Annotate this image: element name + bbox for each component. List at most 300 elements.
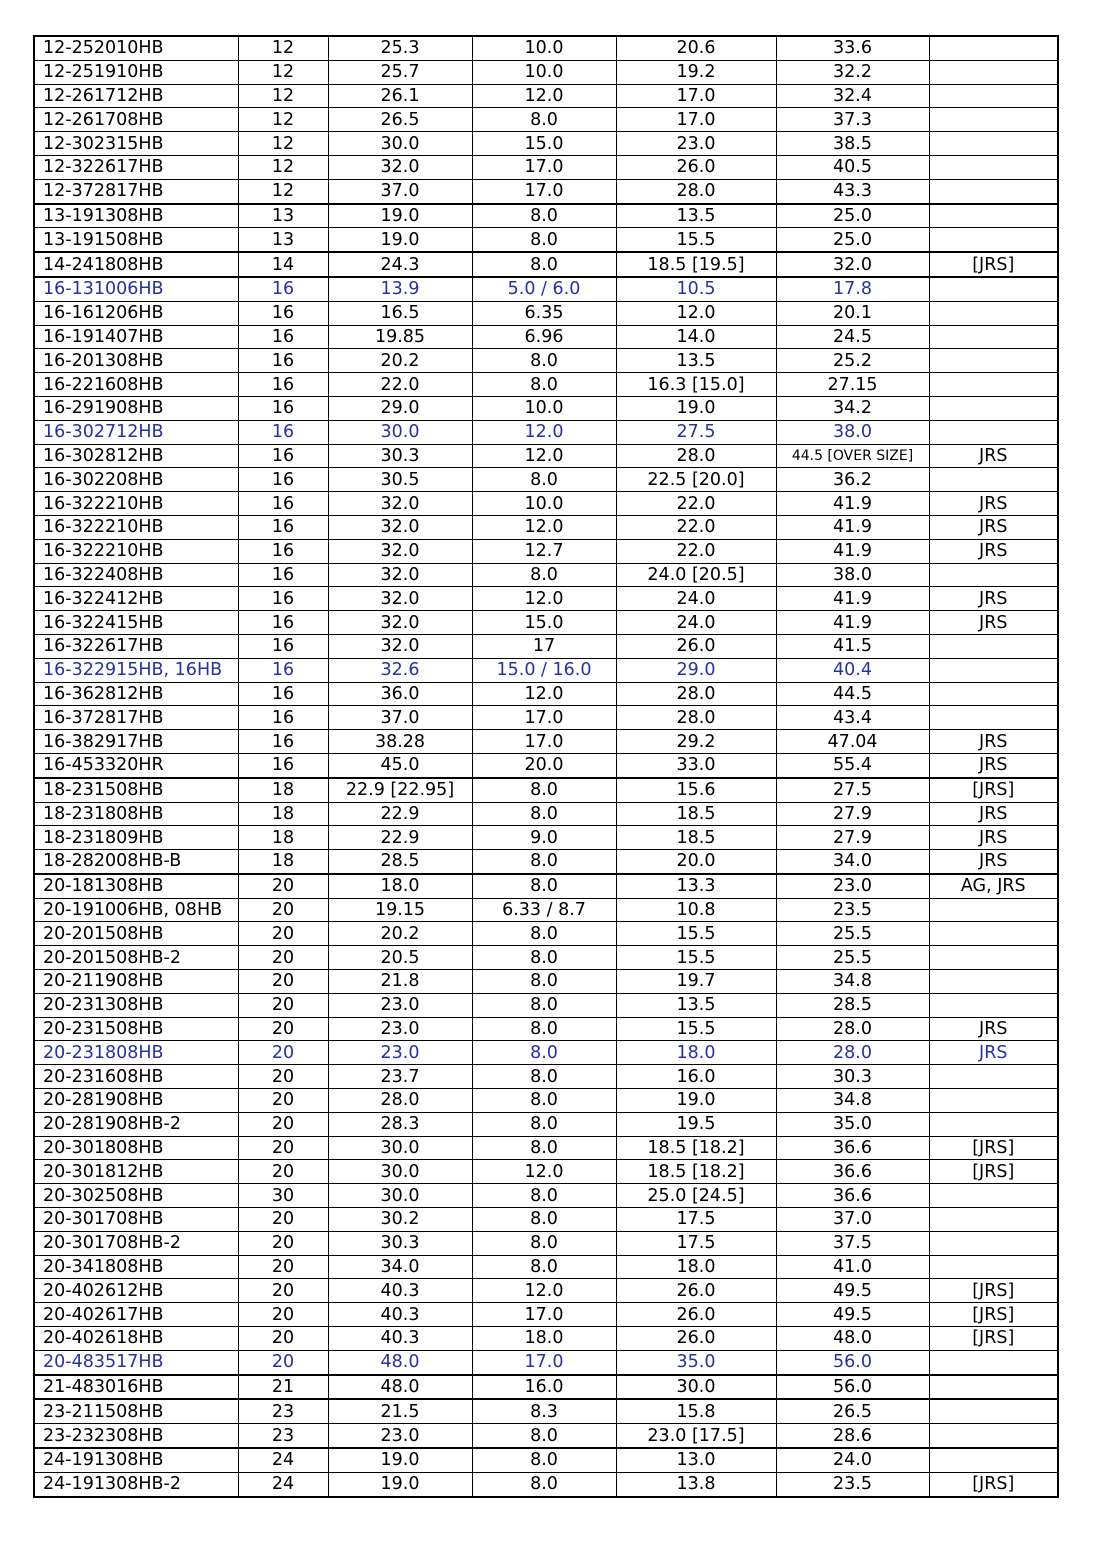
size-cell: 18: [238, 802, 328, 826]
dim-d-cell: 32.4: [776, 84, 929, 108]
note-cell: [929, 946, 1058, 970]
size-cell: 16: [238, 682, 328, 706]
note-cell: [929, 1255, 1058, 1279]
dim-b-cell: 20.0: [472, 753, 616, 777]
dim-b-cell: 12.0: [472, 1160, 616, 1184]
dim-c-cell: 15.5: [616, 922, 776, 946]
note-cell: [929, 1375, 1058, 1400]
dim-c-cell: 15.8: [616, 1399, 776, 1423]
dim-a-cell: 22.9: [328, 826, 472, 850]
dim-d-cell: 26.5: [776, 1399, 929, 1423]
table-row: [34, 1160, 1058, 1184]
dim-a-cell: 30.3: [328, 1231, 472, 1255]
part-number-cell: 13-191508HB: [34, 228, 238, 252]
table-row: [34, 682, 1058, 706]
part-number-cell: 12-261712HB: [34, 84, 238, 108]
note-cell: [JRS]: [929, 1136, 1058, 1160]
part-number-cell: 16-322412HB: [34, 587, 238, 611]
table-body: [34, 36, 1058, 1497]
dim-c-cell: 13.5: [616, 204, 776, 228]
note-cell: [929, 706, 1058, 730]
dim-d-cell: 44.5: [776, 682, 929, 706]
size-cell: 16: [238, 468, 328, 492]
dim-c-cell: 19.7: [616, 970, 776, 994]
dim-a-cell: 32.0: [328, 155, 472, 179]
part-number-cell: 24-191308HB: [34, 1448, 238, 1472]
size-cell: 20: [238, 1208, 328, 1232]
note-cell: [929, 325, 1058, 349]
dim-d-cell: 38.5: [776, 132, 929, 156]
dim-c-cell: 22.5 [20.0]: [616, 468, 776, 492]
size-cell: 16: [238, 658, 328, 682]
dim-c-cell: 15.6: [616, 778, 776, 802]
dim-b-cell: 8.0: [472, 204, 616, 228]
dim-b-cell: 12.0: [472, 84, 616, 108]
dim-d-cell: 41.9: [776, 539, 929, 563]
dim-c-cell: 26.0: [616, 634, 776, 658]
size-cell: 20: [238, 1112, 328, 1136]
dim-d-cell: 48.0: [776, 1327, 929, 1351]
note-cell: JRS: [929, 444, 1058, 468]
size-cell: 16: [238, 396, 328, 420]
note-cell: [JRS]: [929, 1472, 1058, 1496]
dim-b-cell: 8.0: [472, 1448, 616, 1472]
dim-a-cell: 40.3: [328, 1303, 472, 1327]
dim-d-cell: 34.0: [776, 850, 929, 874]
dim-c-cell: 23.0: [616, 132, 776, 156]
note-cell: [929, 1448, 1058, 1472]
dim-d-cell: 41.0: [776, 1255, 929, 1279]
size-cell: 16: [238, 730, 328, 754]
dim-b-cell: 8.0: [472, 1424, 616, 1448]
dim-d-cell: 34.8: [776, 970, 929, 994]
dim-a-cell: 22.9 [22.95]: [328, 778, 472, 802]
table-row: [34, 60, 1058, 84]
size-cell: 14: [238, 252, 328, 277]
part-number-cell: 20-302508HB: [34, 1184, 238, 1208]
dim-b-cell: 15.0 / 16.0: [472, 658, 616, 682]
part-number-cell: 20-181308HB: [34, 874, 238, 898]
dim-d-cell: 27.9: [776, 802, 929, 826]
dim-c-cell: 15.5: [616, 228, 776, 252]
size-cell: 16: [238, 706, 328, 730]
dim-d-cell: 36.2: [776, 468, 929, 492]
table-row: [34, 325, 1058, 349]
dim-b-cell: 8.3: [472, 1399, 616, 1423]
part-number-cell: 20-341808HB: [34, 1255, 238, 1279]
dim-a-cell: 32.0: [328, 539, 472, 563]
dim-c-cell: 18.5 [19.5]: [616, 252, 776, 277]
dim-d-cell: 24.0: [776, 1448, 929, 1472]
dim-a-cell: 20.2: [328, 922, 472, 946]
part-number-cell: 16-322210HB: [34, 515, 238, 539]
dim-c-cell: 26.0: [616, 1303, 776, 1327]
size-cell: 20: [238, 1017, 328, 1041]
part-number-cell: 16-322210HB: [34, 539, 238, 563]
dim-b-cell: 12.0: [472, 587, 616, 611]
note-cell: [929, 1065, 1058, 1089]
size-cell: 16: [238, 420, 328, 444]
dim-b-cell: 8.0: [472, 1184, 616, 1208]
dim-d-cell: 34.8: [776, 1089, 929, 1113]
dim-d-cell: 38.0: [776, 420, 929, 444]
note-cell: JRS: [929, 730, 1058, 754]
size-cell: 23: [238, 1399, 328, 1423]
table-row: [34, 301, 1058, 325]
part-number-cell: 12-322617HB: [34, 155, 238, 179]
part-number-cell: 12-372817HB: [34, 179, 238, 203]
dim-b-cell: 12.0: [472, 1279, 616, 1303]
dim-a-cell: 20.2: [328, 349, 472, 373]
table-row: [34, 373, 1058, 397]
note-cell: [JRS]: [929, 1160, 1058, 1184]
dim-d-cell: 37.0: [776, 1208, 929, 1232]
note-cell: [JRS]: [929, 778, 1058, 802]
dim-c-cell: 26.0: [616, 1279, 776, 1303]
table-row: [34, 730, 1058, 754]
dim-c-cell: 24.0: [616, 611, 776, 635]
note-cell: [929, 228, 1058, 252]
dim-c-cell: 19.0: [616, 1089, 776, 1113]
note-cell: AG, JRS: [929, 874, 1058, 898]
dim-c-cell: 19.2: [616, 60, 776, 84]
dim-b-cell: 8.0: [472, 1041, 616, 1065]
dim-d-cell: 25.0: [776, 228, 929, 252]
note-cell: [929, 108, 1058, 132]
size-cell: 16: [238, 753, 328, 777]
table-row: [34, 587, 1058, 611]
dim-a-cell: 18.0: [328, 874, 472, 898]
note-cell: JRS: [929, 611, 1058, 635]
dim-b-cell: 8.0: [472, 373, 616, 397]
dim-c-cell: 14.0: [616, 325, 776, 349]
size-cell: 21: [238, 1375, 328, 1400]
size-cell: 20: [238, 1303, 328, 1327]
note-cell: [929, 1184, 1058, 1208]
table-row: [34, 1041, 1058, 1065]
part-number-cell: 18-231808HB: [34, 802, 238, 826]
dim-c-cell: 18.5: [616, 826, 776, 850]
note-cell: [929, 420, 1058, 444]
dim-d-cell: 56.0: [776, 1350, 929, 1374]
note-cell: [929, 634, 1058, 658]
dim-d-cell: 25.5: [776, 946, 929, 970]
table-row: [34, 1399, 1058, 1423]
dim-d-cell: 33.6: [776, 36, 929, 60]
dim-c-cell: 24.0: [616, 587, 776, 611]
dim-a-cell: 30.0: [328, 132, 472, 156]
note-cell: [JRS]: [929, 1279, 1058, 1303]
dim-b-cell: 8.0: [472, 1065, 616, 1089]
size-cell: 20: [238, 1089, 328, 1113]
dim-b-cell: 8.0: [472, 922, 616, 946]
dim-d-cell: 23.0: [776, 874, 929, 898]
size-cell: 16: [238, 587, 328, 611]
table-row: [34, 922, 1058, 946]
dim-a-cell: 23.0: [328, 1041, 472, 1065]
note-cell: [929, 204, 1058, 228]
dim-d-cell: 40.4: [776, 658, 929, 682]
part-number-cell: 14-241808HB: [34, 252, 238, 277]
dim-b-cell: 16.0: [472, 1375, 616, 1400]
note-cell: JRS: [929, 1041, 1058, 1065]
dim-d-cell: 37.5: [776, 1231, 929, 1255]
dim-c-cell: 12.0: [616, 301, 776, 325]
part-number-cell: 16-302208HB: [34, 468, 238, 492]
dim-a-cell: 19.15: [328, 898, 472, 922]
note-cell: [JRS]: [929, 1303, 1058, 1327]
size-cell: 12: [238, 36, 328, 60]
dim-d-cell: 34.2: [776, 396, 929, 420]
dim-c-cell: 17.5: [616, 1231, 776, 1255]
part-number-cell: 20-402617HB: [34, 1303, 238, 1327]
table-row: [34, 539, 1058, 563]
dim-d-cell: 25.5: [776, 922, 929, 946]
size-cell: 20: [238, 1327, 328, 1351]
dim-b-cell: 12.0: [472, 515, 616, 539]
size-cell: 20: [238, 1231, 328, 1255]
dim-d-cell: 27.9: [776, 826, 929, 850]
size-cell: 12: [238, 132, 328, 156]
table-row: [34, 1448, 1058, 1472]
dim-b-cell: 6.35: [472, 301, 616, 325]
dim-d-cell: 37.3: [776, 108, 929, 132]
size-cell: 20: [238, 874, 328, 898]
dim-a-cell: 13.9: [328, 277, 472, 301]
part-number-cell: 12-251910HB: [34, 60, 238, 84]
dim-c-cell: 13.5: [616, 993, 776, 1017]
note-cell: [JRS]: [929, 252, 1058, 277]
size-cell: 20: [238, 898, 328, 922]
dim-a-cell: 21.8: [328, 970, 472, 994]
size-cell: 16: [238, 563, 328, 587]
dim-a-cell: 34.0: [328, 1255, 472, 1279]
dim-a-cell: 23.0: [328, 1424, 472, 1448]
dim-b-cell: 17.0: [472, 155, 616, 179]
size-cell: 16: [238, 515, 328, 539]
dim-a-cell: 25.3: [328, 36, 472, 60]
dim-c-cell: 28.0: [616, 179, 776, 203]
dim-a-cell: 23.7: [328, 1065, 472, 1089]
dim-c-cell: 18.5 [18.2]: [616, 1136, 776, 1160]
dim-c-cell: 13.8: [616, 1472, 776, 1496]
part-number-cell: 16-221608HB: [34, 373, 238, 397]
size-cell: 18: [238, 778, 328, 802]
part-number-cell: 20-301708HB-2: [34, 1231, 238, 1255]
table-row: [34, 1112, 1058, 1136]
dim-b-cell: 8.0: [472, 252, 616, 277]
dim-d-cell: 56.0: [776, 1375, 929, 1400]
dim-b-cell: 8.0: [472, 1231, 616, 1255]
note-cell: [929, 682, 1058, 706]
note-cell: [929, 993, 1058, 1017]
note-cell: [929, 132, 1058, 156]
dim-a-cell: 19.0: [328, 204, 472, 228]
dim-c-cell: 15.5: [616, 946, 776, 970]
table-row: [34, 204, 1058, 228]
note-cell: [929, 970, 1058, 994]
dim-d-cell: 47.04: [776, 730, 929, 754]
dim-c-cell: 26.0: [616, 1327, 776, 1351]
dim-b-cell: 8.0: [472, 1255, 616, 1279]
table-row: [34, 1303, 1058, 1327]
table-row: [34, 179, 1058, 203]
dim-b-cell: 8.0: [472, 1112, 616, 1136]
size-cell: 24: [238, 1472, 328, 1496]
dim-a-cell: 32.0: [328, 611, 472, 635]
part-number-cell: 16-362812HB: [34, 682, 238, 706]
part-number-cell: 20-483517HB: [34, 1350, 238, 1374]
dim-d-cell: 17.8: [776, 277, 929, 301]
table-row: [34, 277, 1058, 301]
dim-c-cell: 10.5: [616, 277, 776, 301]
note-cell: [929, 1112, 1058, 1136]
dim-b-cell: 8.0: [472, 468, 616, 492]
dim-a-cell: 19.0: [328, 1472, 472, 1496]
note-cell: [929, 1231, 1058, 1255]
dim-b-cell: 8.0: [472, 970, 616, 994]
dim-a-cell: 32.0: [328, 587, 472, 611]
size-cell: 20: [238, 970, 328, 994]
part-number-cell: 18-231809HB: [34, 826, 238, 850]
part-number-cell: 20-201508HB: [34, 922, 238, 946]
dim-d-cell: 24.5: [776, 325, 929, 349]
dim-a-cell: 32.0: [328, 563, 472, 587]
size-cell: 18: [238, 826, 328, 850]
part-number-cell: 16-161206HB: [34, 301, 238, 325]
dim-c-cell: 18.0: [616, 1041, 776, 1065]
size-cell: 16: [238, 539, 328, 563]
note-cell: JRS: [929, 826, 1058, 850]
table-row: [34, 36, 1058, 60]
note-cell: [929, 898, 1058, 922]
part-number-cell: 16-322210HB: [34, 492, 238, 516]
dim-c-cell: 20.6: [616, 36, 776, 60]
dim-a-cell: 37.0: [328, 706, 472, 730]
dim-b-cell: 17.0: [472, 730, 616, 754]
dim-a-cell: 32.0: [328, 634, 472, 658]
part-number-cell: 20-211908HB: [34, 970, 238, 994]
table-row: [34, 850, 1058, 874]
size-cell: 24: [238, 1448, 328, 1472]
table-row: [34, 155, 1058, 179]
table-row: [34, 1424, 1058, 1448]
size-cell: 16: [238, 373, 328, 397]
note-cell: [929, 349, 1058, 373]
dim-a-cell: 30.0: [328, 1160, 472, 1184]
note-cell: JRS: [929, 1017, 1058, 1041]
dim-d-cell: 55.4: [776, 753, 929, 777]
dim-a-cell: 20.5: [328, 946, 472, 970]
size-cell: 12: [238, 108, 328, 132]
part-number-cell: 23-211508HB: [34, 1399, 238, 1423]
note-cell: [929, 1399, 1058, 1423]
table-row: [34, 444, 1058, 468]
part-number-cell: 16-322915HB, 16HB: [34, 658, 238, 682]
table-row: [34, 1065, 1058, 1089]
note-cell: [929, 922, 1058, 946]
table-row: [34, 1231, 1058, 1255]
table-row: [34, 993, 1058, 1017]
dim-c-cell: 22.0: [616, 539, 776, 563]
dim-d-cell: 36.6: [776, 1184, 929, 1208]
dim-d-cell: 41.9: [776, 587, 929, 611]
size-cell: 12: [238, 155, 328, 179]
dim-d-cell: 41.9: [776, 515, 929, 539]
size-cell: 16: [238, 277, 328, 301]
size-cell: 20: [238, 1041, 328, 1065]
dim-a-cell: 19.0: [328, 1448, 472, 1472]
note-cell: JRS: [929, 850, 1058, 874]
dim-c-cell: 13.0: [616, 1448, 776, 1472]
dim-c-cell: 30.0: [616, 1375, 776, 1400]
dim-c-cell: 13.3: [616, 874, 776, 898]
part-number-cell: 16-372817HB: [34, 706, 238, 730]
table-row: [34, 706, 1058, 730]
dim-a-cell: 21.5: [328, 1399, 472, 1423]
dim-c-cell: 17.5: [616, 1208, 776, 1232]
size-cell: 12: [238, 179, 328, 203]
size-cell: 12: [238, 60, 328, 84]
table-row: [34, 420, 1058, 444]
size-cell: 16: [238, 444, 328, 468]
dim-a-cell: 23.0: [328, 993, 472, 1017]
table-row: [34, 563, 1058, 587]
dim-b-cell: 8.0: [472, 850, 616, 874]
dim-d-cell: 35.0: [776, 1112, 929, 1136]
parts-spec-table: [33, 35, 1059, 1498]
size-cell: 16: [238, 349, 328, 373]
dim-c-cell: 28.0: [616, 444, 776, 468]
dim-d-cell: 23.5: [776, 898, 929, 922]
dim-a-cell: 25.7: [328, 60, 472, 84]
dim-a-cell: 28.3: [328, 1112, 472, 1136]
size-cell: 12: [238, 84, 328, 108]
dim-a-cell: 30.2: [328, 1208, 472, 1232]
size-cell: 20: [238, 1350, 328, 1374]
table-row: [34, 515, 1058, 539]
dim-d-cell: 23.5: [776, 1472, 929, 1496]
dim-d-cell: 28.5: [776, 993, 929, 1017]
dim-a-cell: 37.0: [328, 179, 472, 203]
table-row: [34, 634, 1058, 658]
note-cell: JRS: [929, 587, 1058, 611]
size-cell: 23: [238, 1424, 328, 1448]
dim-b-cell: 17.0: [472, 706, 616, 730]
part-number-cell: 20-301812HB: [34, 1160, 238, 1184]
table-row: [34, 898, 1058, 922]
dim-b-cell: 5.0 / 6.0: [472, 277, 616, 301]
table-row: [34, 1184, 1058, 1208]
table-row: [34, 1255, 1058, 1279]
note-cell: JRS: [929, 539, 1058, 563]
dim-c-cell: 24.0 [20.5]: [616, 563, 776, 587]
note-cell: [929, 155, 1058, 179]
note-cell: [929, 277, 1058, 301]
dim-b-cell: 8.0: [472, 1136, 616, 1160]
part-number-cell: 12-252010HB: [34, 36, 238, 60]
part-number-cell: 24-191308HB-2: [34, 1472, 238, 1496]
note-cell: [929, 36, 1058, 60]
dim-b-cell: 17.0: [472, 1303, 616, 1327]
part-number-cell: 20-231308HB: [34, 993, 238, 1017]
table-row: [34, 802, 1058, 826]
dim-b-cell: 17: [472, 634, 616, 658]
dim-a-cell: 23.0: [328, 1017, 472, 1041]
table-row: [34, 1017, 1058, 1041]
dim-b-cell: 12.0: [472, 420, 616, 444]
dim-c-cell: 22.0: [616, 492, 776, 516]
